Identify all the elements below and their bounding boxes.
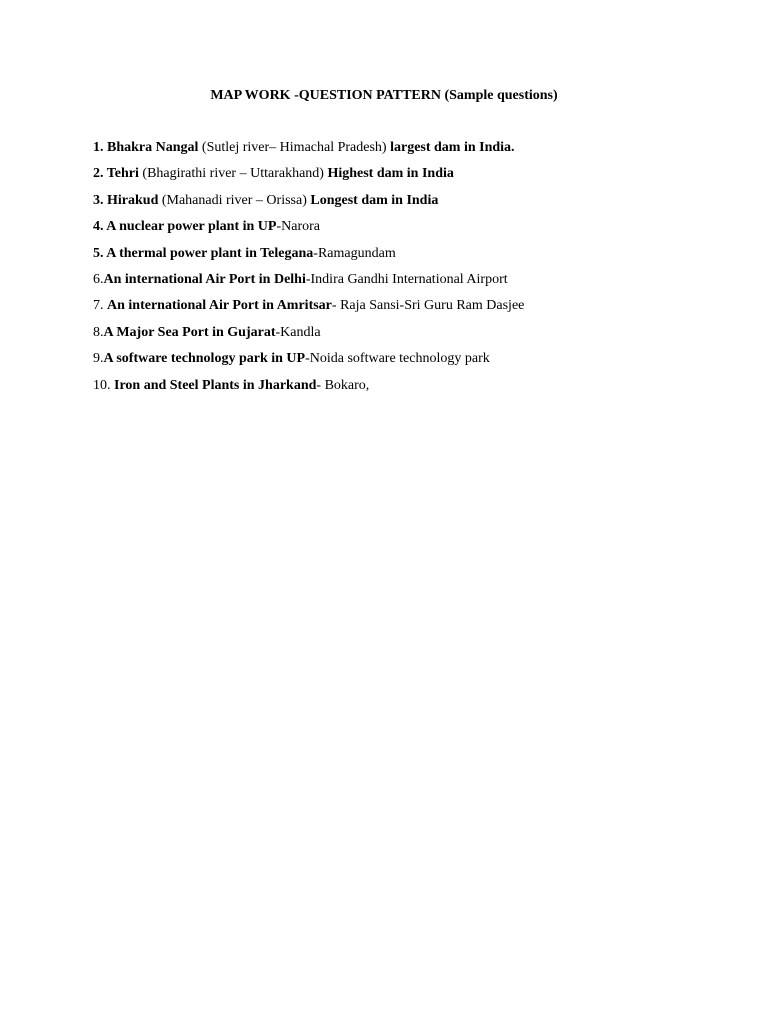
item-segment: -Indira Gandhi International Airport <box>305 271 508 287</box>
document-title: MAP WORK -QUESTION PATTERN (Sample questions) <box>210 88 558 103</box>
item-segment: 2. Tehri <box>93 166 139 182</box>
list-item <box>93 376 524 396</box>
item-segment: 8. <box>93 324 104 340</box>
item-segment: -Ramagundam <box>313 245 396 261</box>
item-segment: 1. Bhakra Nangal <box>93 140 199 155</box>
item-segment: 5. A thermal power plant in Telegana <box>93 245 314 261</box>
item-segment: 3. Hirakud <box>93 192 159 208</box>
question-list <box>93 138 524 402</box>
item-segment: 4. A nuclear power plant in UP <box>93 219 277 235</box>
item-segment: Highest dam in India <box>327 166 454 182</box>
item-segment: A Major Sea Port in Gujarat <box>103 324 276 340</box>
item-segment: largest dam in India. <box>390 140 515 155</box>
item-segment: -Narora <box>276 219 320 235</box>
item-segment: 7. <box>93 298 107 314</box>
item-segment: 6. <box>93 271 104 287</box>
list-item <box>93 296 524 316</box>
item-segment: (Sutlej river– Himachal Pradesh) <box>198 140 391 155</box>
item-segment: -Noida software technology park <box>305 351 490 367</box>
list-item <box>93 164 524 184</box>
list-item <box>93 244 524 264</box>
item-segment: -Kandla <box>275 324 321 340</box>
item-segment: - Raja Sansi-Sri Guru Ram Dasjee <box>331 298 525 314</box>
item-segment: An international Air Port in Amritsar <box>107 298 332 314</box>
item-segment: 10. <box>93 377 114 393</box>
item-segment: Longest dam in India <box>310 192 439 208</box>
list-item <box>93 323 524 343</box>
item-segment: (Mahanadi river – Orissa) <box>158 192 311 208</box>
item-segment: An international Air Port in Delhi <box>103 271 306 287</box>
item-segment: Iron and Steel Plants in Jharkand <box>114 377 317 393</box>
item-segment: A software technology park in UP <box>103 351 306 367</box>
item-segment: - Bokaro, <box>316 377 370 393</box>
list-item <box>93 217 524 237</box>
item-segment: (Bhagirathi river – Uttarakhand) <box>138 166 328 182</box>
list-item <box>93 191 524 211</box>
list-item <box>93 349 524 369</box>
list-item <box>93 270 524 290</box>
list-item <box>93 138 524 158</box>
item-segment: 9. <box>93 351 104 367</box>
